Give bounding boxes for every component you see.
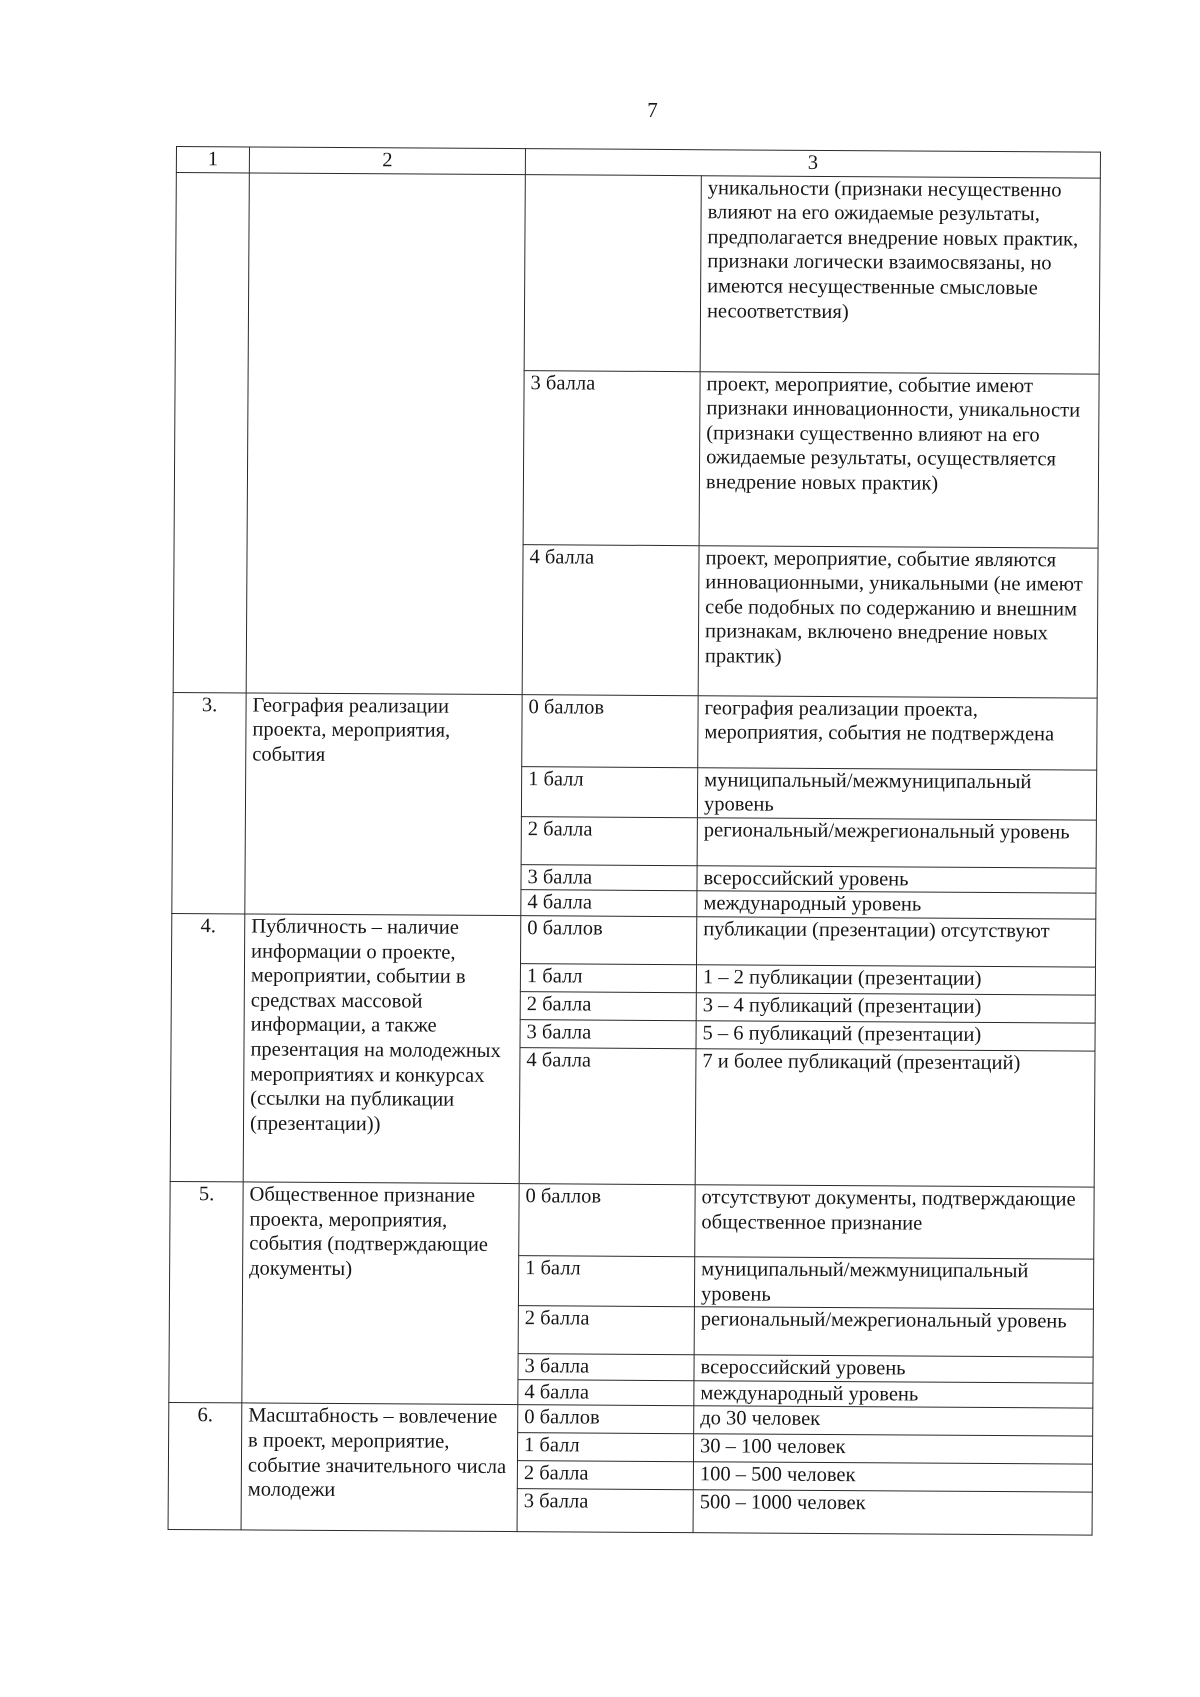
score-description: проект, мероприятие, событие являются инновационными, уникальными (не имеют себе подобных по содержанию и внешним признакам, включено внедрение новых практик) <box>698 545 1098 697</box>
score-points: 3 балла <box>517 1489 693 1533</box>
score-points: 4 балла <box>519 1048 696 1185</box>
criteria-table <box>168 146 1101 1536</box>
criterion-number: 6. <box>168 1403 242 1530</box>
score-points: 2 балла <box>521 816 697 865</box>
criterion-name: Публичность – наличие информации о проекте, мероприятии, событии в средствах массовой информации, а также презентация на молодежных мероприятиях и конкурсах (ссылки на публикации (презентации)) <box>243 914 521 1184</box>
score-points: 2 балла <box>518 1306 694 1355</box>
score-description: 500 – 1000 человек <box>693 1490 1092 1535</box>
table-row <box>170 1181 1094 1259</box>
score-points: 1 балл <box>517 1433 693 1462</box>
score-points: 4 балла <box>518 1379 694 1406</box>
score-description: до 30 человек <box>694 1406 1093 1436</box>
score-points: 2 балла <box>517 1461 693 1490</box>
score-description: региональный/межрегиональный уровень <box>697 817 1096 867</box>
score-points: 0 баллов <box>518 1405 694 1434</box>
score-description: 3 – 4 публикаций (презентации) <box>696 993 1095 1023</box>
score-points: 1 балл <box>518 1256 694 1307</box>
score-points: 0 баллов <box>519 1184 695 1257</box>
criterion-number: 3. <box>172 692 246 914</box>
score-points: 4 балла <box>522 544 699 695</box>
score-description: всероссийский уровень <box>694 1355 1093 1383</box>
score-points: 0 баллов <box>521 916 697 965</box>
score-description: 100 – 500 человек <box>693 1462 1092 1492</box>
score-points: 3 балла <box>523 370 700 545</box>
score-points: 4 балла <box>521 890 697 917</box>
criterion-name <box>246 173 525 695</box>
score-description: региональный/межрегиональный уровень <box>694 1307 1093 1357</box>
criterion-number: 4. <box>170 913 245 1181</box>
score-description: 30 – 100 человек <box>693 1434 1092 1464</box>
score-description: международный уровень <box>694 1380 1093 1408</box>
header-col-3: 3 <box>525 149 1100 178</box>
criteria-table-container <box>168 146 1101 1536</box>
score-points: 2 балла <box>520 992 696 1021</box>
score-description: проект, мероприятие, событие имеют признаки инновационности, уникальности (признаки существенно влияют на его ожидаемые результаты, осуществляется внедрение новых практик) <box>699 371 1099 547</box>
criterion-name: Масштабность – вовлечение в проект, мероприятие, событие значительного числа молодежи <box>241 1403 518 1532</box>
page-number: 7 <box>647 98 658 122</box>
score-points: 3 балла <box>518 1354 694 1381</box>
header-col-1: 1 <box>176 147 249 173</box>
table-row <box>169 1403 1093 1437</box>
score-points: 0 баллов <box>522 694 698 767</box>
table-row <box>175 172 1100 374</box>
score-points <box>524 174 701 371</box>
score-points: 1 балл <box>521 766 697 817</box>
score-description: 5 – 6 публикаций (презентации) <box>696 1021 1095 1051</box>
score-description: публикации (презентации) отсутствуют <box>697 917 1096 967</box>
score-description: международный уровень <box>697 891 1096 919</box>
score-description: 1 – 2 публикации (презентации) <box>696 965 1095 995</box>
criterion-name: Общественное признание проекта, мероприятия, события (подтверждающие документы) <box>242 1182 519 1405</box>
score-description: 7 и более публикаций (презентаций) <box>695 1049 1095 1187</box>
score-description: всероссийский уровень <box>697 865 1096 893</box>
score-points: 3 балла <box>520 1020 696 1049</box>
table-row <box>173 692 1097 770</box>
score-description: уникальности (признаки несущественно влияют на его ожидаемые результаты, предполагается внедрение новых практик, признаки логически взаимосвязаны, но имеются несущественные смысловые несоответствия) <box>700 175 1100 373</box>
criterion-number <box>173 172 249 692</box>
score-description: муниципальный/межмуниципальный уровень <box>694 1257 1093 1310</box>
score-description: география реализации проекта, мероприятия, события не подтверждена <box>698 695 1097 769</box>
header-col-2: 2 <box>249 147 525 174</box>
table-row <box>172 913 1096 967</box>
criterion-number: 5. <box>169 1181 243 1403</box>
criterion-name: География реализации проекта, мероприятия, события <box>245 693 522 916</box>
score-description: муниципальный/межмуниципальный уровень <box>697 767 1096 820</box>
score-description: отсутствуют документы, подтверждающие общественное признание <box>695 1185 1094 1259</box>
score-points: 3 балла <box>521 864 697 891</box>
score-points: 1 балл <box>520 964 696 993</box>
